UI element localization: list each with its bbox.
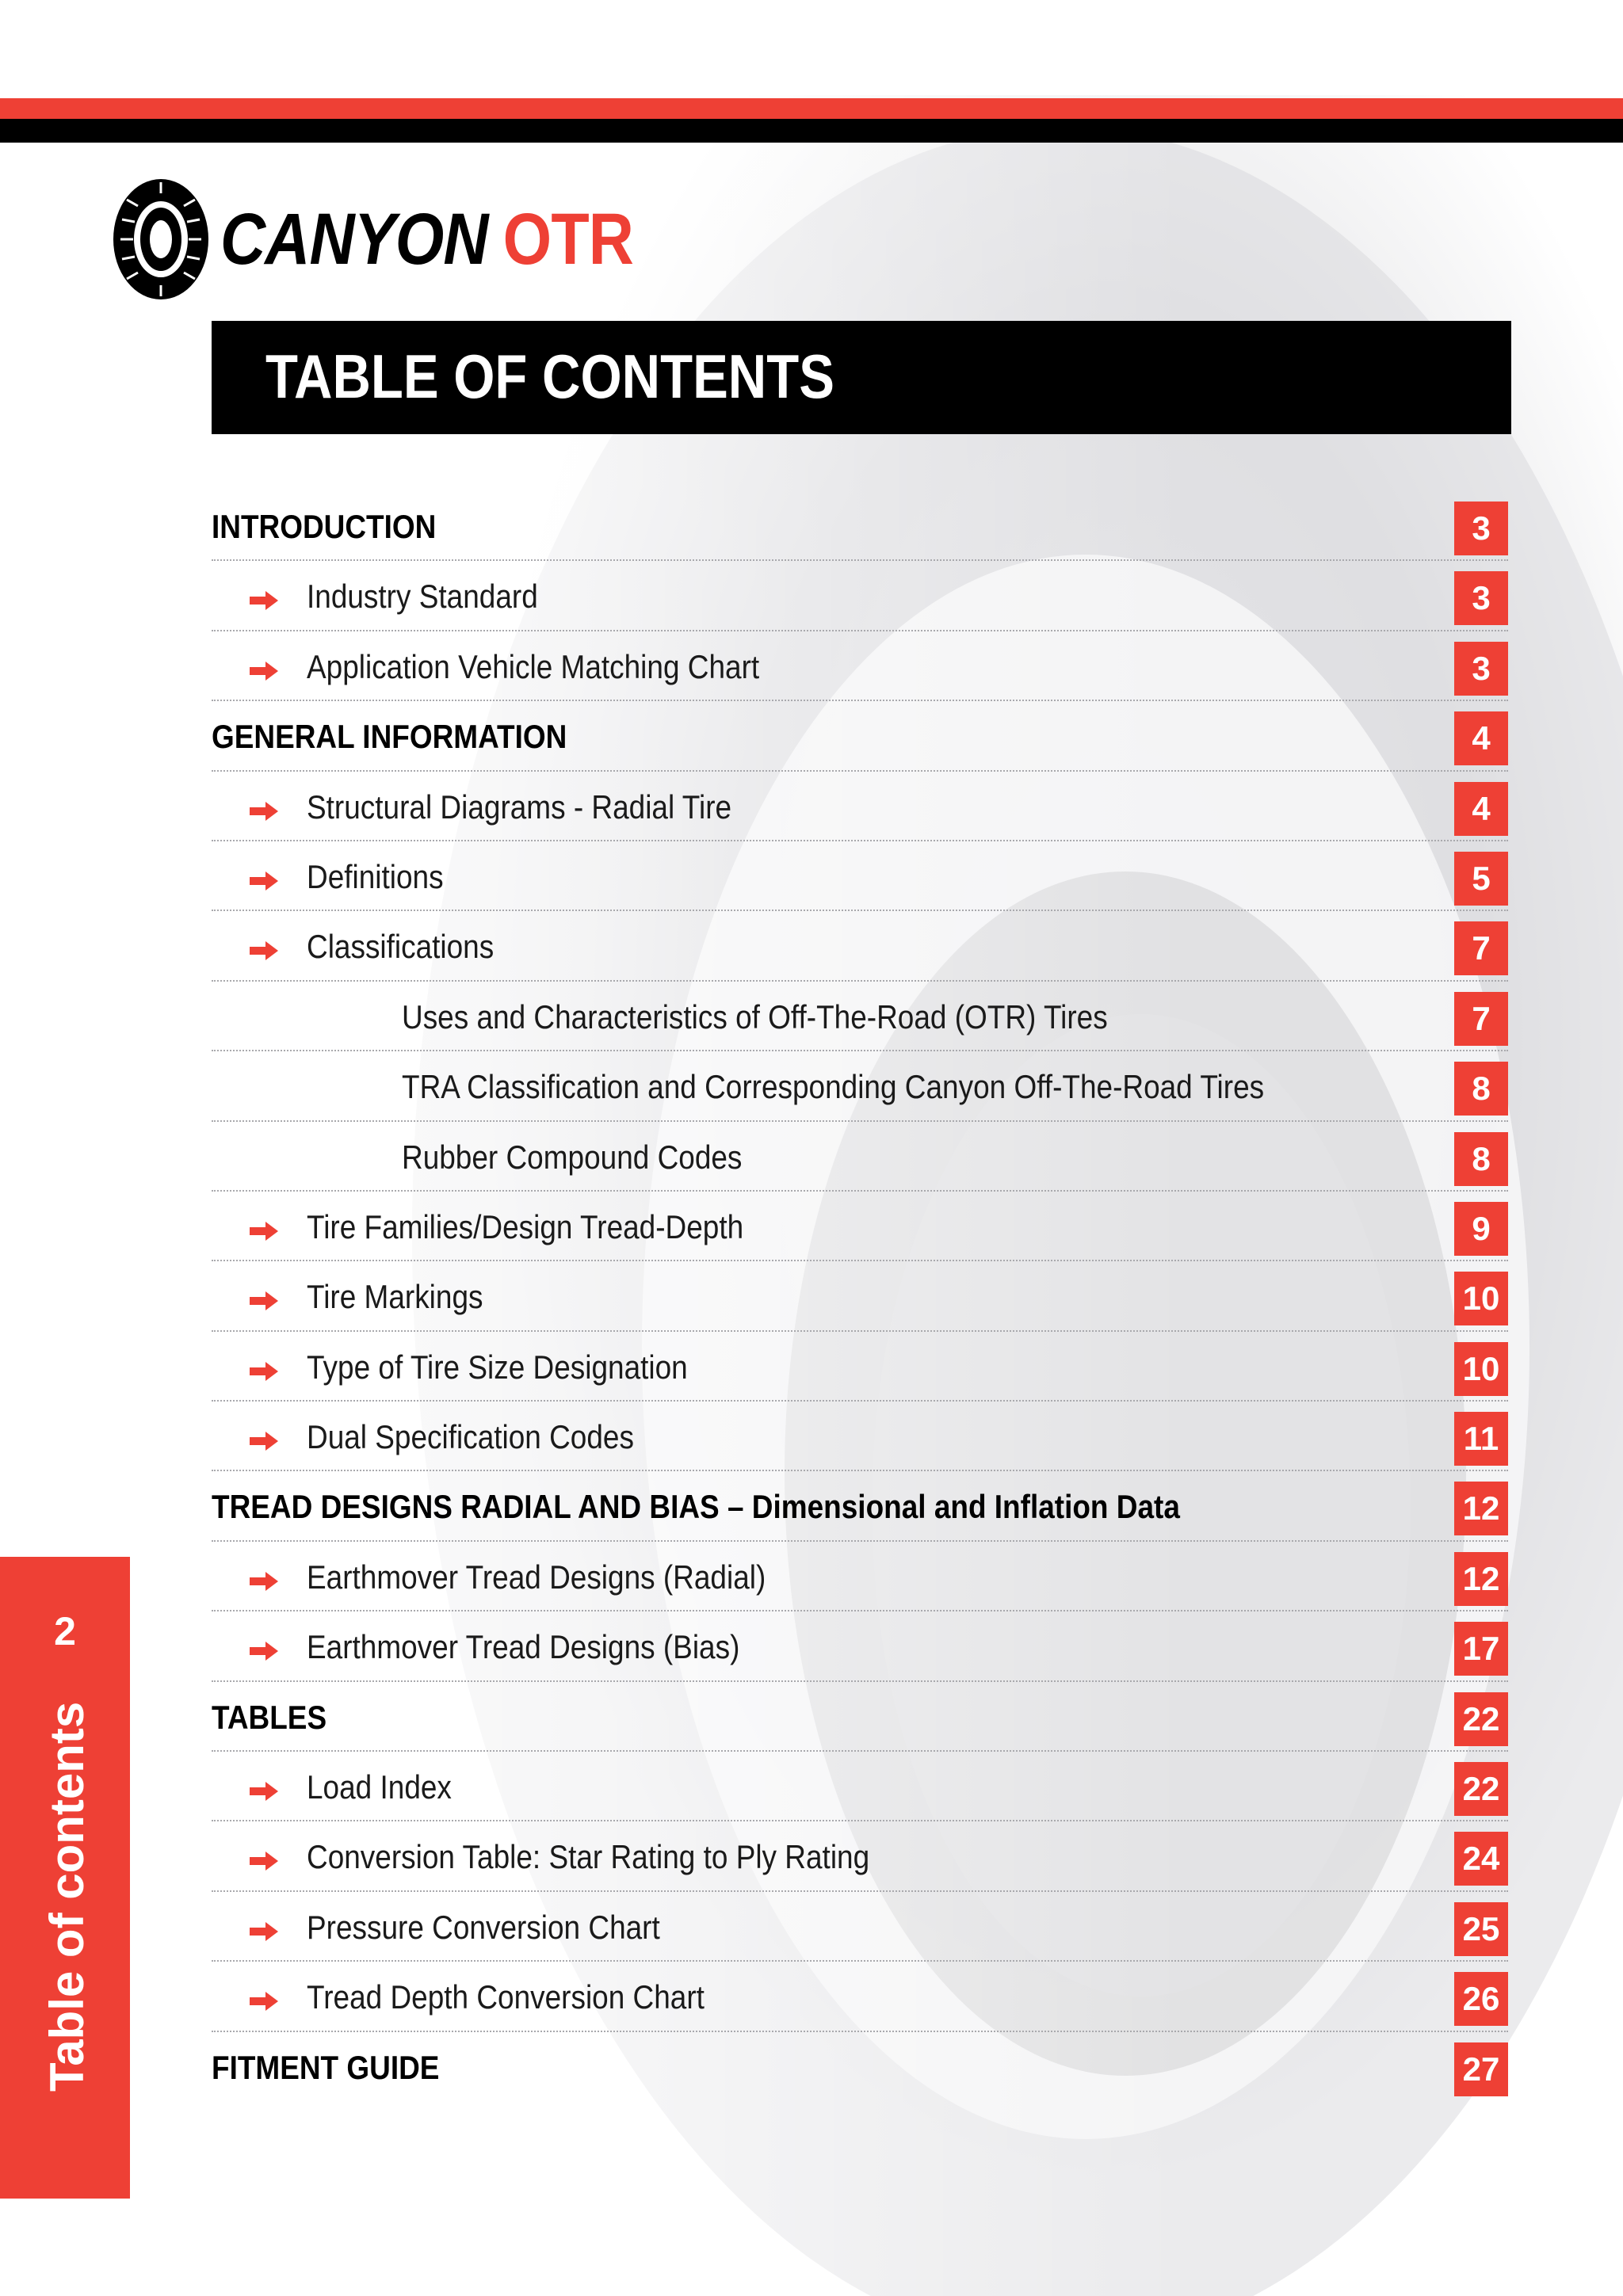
page-number-badge: 26 [1454,1972,1508,2026]
brand-wordmark [220,199,634,280]
toc-entry-title: FITMENT GUIDE [212,2048,440,2086]
page-number-badge: 4 [1454,782,1508,836]
arrow-right-icon [250,871,278,891]
toc-entry-label [307,1769,452,1806]
toc-entry-title: TREAD DESIGNS RADIAL AND BIAS [212,1488,720,1526]
brand-name-otr: OTR [502,199,634,280]
toc-entry-label [212,509,436,545]
toc-entry[interactable] [212,561,1508,631]
toc-entry-title: Definitions [307,857,444,895]
table-of-contents [212,491,1508,2102]
side-tab-label: Table of contents [40,1701,94,2092]
toc-entry-label [307,929,494,965]
toc-entry-title: Uses and Characteristics of Off-The-Road (OTR) Tires [402,997,1108,1035]
toc-entry-label [307,578,538,615]
toc-section[interactable] [212,701,1508,771]
page-number-badge: 7 [1454,992,1508,1046]
toc-entry-title: Structural Diagrams - Radial Tire [307,788,732,826]
page-number-badge: 25 [1454,1902,1508,1956]
page-number-badge: 11 [1454,1412,1508,1466]
toc-entry[interactable] [212,1122,1508,1192]
toc-entry-label [307,1559,766,1596]
toc-entry-title: Conversion Table: Star Rating to Ply Rating [307,1838,870,1876]
page-number-badge: 24 [1454,1832,1508,1886]
toc-entry[interactable] [212,1892,1508,1962]
page-number-badge: 7 [1454,921,1508,975]
page-number-badge: 27 [1454,2042,1508,2096]
arrow-right-icon [250,591,278,610]
toc-entry[interactable] [212,1752,1508,1821]
toc-entry[interactable] [212,1402,1508,1471]
header-red-stripe [0,98,1623,119]
toc-entry[interactable] [212,1051,1508,1121]
arrow-right-icon [250,802,278,821]
page-number-badge: 8 [1454,1132,1508,1186]
toc-entry-title: Industry Standard [307,578,538,616]
arrow-right-icon [250,1642,278,1661]
toc-entry[interactable] [212,1542,1508,1611]
arrow-right-icon [250,662,278,681]
toc-entry-title: TABLES [212,1698,327,1736]
page-number-badge: 3 [1454,502,1508,555]
page-number-badge: 8 [1454,1062,1508,1116]
toc-entry-label [402,999,1108,1035]
toc-entry-label [402,1139,742,1176]
toc-entry-label [307,649,759,685]
toc-entry[interactable] [212,982,1508,1051]
page-title: TABLE OF CONTENTS [265,341,834,411]
side-tab-page-number: 2 [54,1609,76,1653]
page-number-badge: 22 [1454,1762,1508,1816]
toc-entry-label [212,1699,327,1736]
toc-entry[interactable] [212,772,1508,841]
arrow-right-icon [250,1222,278,1241]
toc-entry-label [212,719,567,755]
page-number-badge: 10 [1454,1342,1508,1396]
toc-entry-label [307,1979,705,2016]
toc-entry-title: Application Vehicle Matching Chart [307,647,760,685]
toc-entry-title: INTRODUCTION [212,508,437,545]
toc-entry-label [307,1209,743,1245]
toc-entry-subtitle: – Dimensional and Inflation Data [719,1488,1180,1526]
toc-entry-title: Dual Specification Codes [307,1418,634,1456]
arrow-right-icon [250,941,278,960]
toc-entry-label [212,2050,439,2086]
toc-entry-title: Rubber Compound Codes [402,1138,743,1176]
page-number-badge: 9 [1454,1202,1508,1256]
toc-entry-title: TRA Classification and Corresponding Canyon Off-The-Road Tires [402,1068,1265,1106]
toc-entry-title: Classifications [307,928,495,966]
page-number-badge: 12 [1454,1552,1508,1606]
toc-entry[interactable] [212,1821,1508,1891]
toc-entry-title: Pressure Conversion Chart [307,1908,660,1946]
arrow-right-icon [250,1852,278,1871]
brand-logo [111,176,701,303]
arrow-right-icon [250,1362,278,1381]
toc-section[interactable] [212,1682,1508,1752]
toc-entry-title: Tire Markings [307,1278,483,1316]
toc-entry-label [212,1489,1180,1525]
toc-entry-title: Tire Families/Design Tread-Depth [307,1207,744,1245]
page-number-badge: 12 [1454,1482,1508,1535]
toc-section[interactable] [212,2032,1508,2102]
toc-entry-label [307,1349,688,1386]
arrow-right-icon [250,1922,278,1941]
toc-entry[interactable] [212,1192,1508,1261]
toc-entry[interactable] [212,1332,1508,1402]
brand-name-canyon: CANYON [220,199,488,280]
toc-entry-title: Earthmover Tread Designs (Radial) [307,1558,766,1596]
toc-entry[interactable] [212,631,1508,701]
page-number-badge: 3 [1454,642,1508,696]
toc-entry-title: Earthmover Tread Designs (Bias) [307,1628,740,1666]
toc-entry[interactable] [212,1261,1508,1331]
toc-entry-label [307,1629,739,1665]
arrow-right-icon [250,1992,278,2011]
page-number-badge: 10 [1454,1272,1508,1325]
page-number-badge: 3 [1454,571,1508,625]
toc-entry-title: Load Index [307,1768,452,1806]
toc-entry-label [307,859,444,895]
toc-entry-label [402,1069,1264,1105]
toc-entry[interactable] [212,1962,1508,2031]
toc-entry-title: Type of Tire Size Designation [307,1348,688,1386]
toc-entry-label [307,789,731,826]
toc-section[interactable] [212,1471,1508,1541]
page-number-badge: 22 [1454,1692,1508,1746]
arrow-right-icon [250,1432,278,1451]
header-black-stripe [0,119,1623,143]
toc-entry-label [307,1419,634,1455]
page-number-badge: 4 [1454,711,1508,765]
arrow-right-icon [250,1572,278,1591]
tire-icon [111,176,211,303]
toc-entry-label [307,1909,660,1946]
page-number-badge: 5 [1454,852,1508,906]
toc-entry-label [307,1279,483,1315]
toc-entry-title: Tread Depth Conversion Chart [307,1978,705,2016]
toc-section[interactable] [212,491,1508,561]
title-banner [212,321,1511,434]
toc-entry-title: GENERAL INFORMATION [212,718,567,756]
toc-entry-label [307,1839,869,1875]
toc-entry[interactable] [212,1611,1508,1681]
arrow-right-icon [250,1291,278,1310]
toc-entry[interactable] [212,841,1508,911]
arrow-right-icon [250,1782,278,1801]
toc-entry[interactable] [212,911,1508,981]
page-number-badge: 17 [1454,1622,1508,1676]
